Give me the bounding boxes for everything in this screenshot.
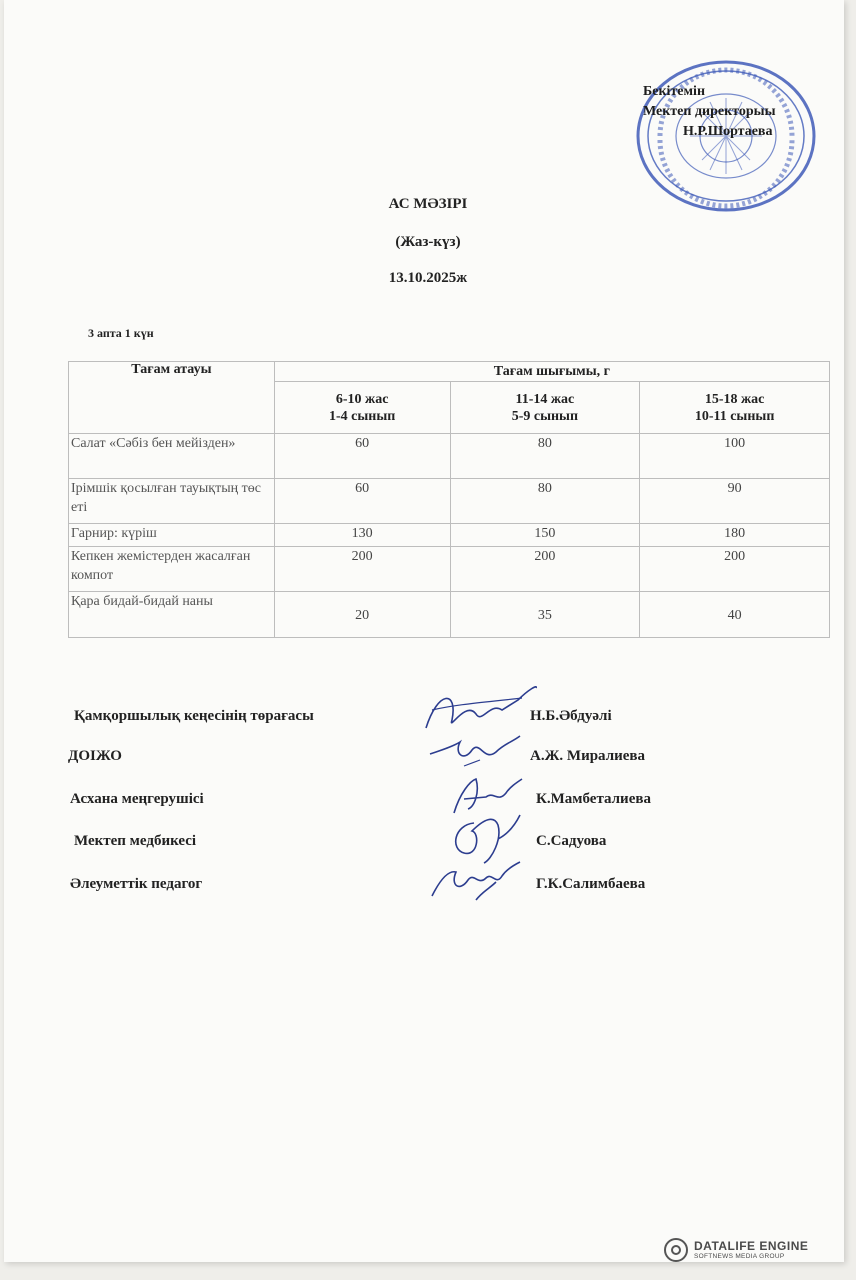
watermark-brand: DATALIFE ENGINE [694, 1238, 809, 1253]
table-row [69, 547, 830, 592]
table-row [69, 592, 830, 638]
signatory-name: Н.Б.Әбдуәлі [530, 708, 612, 724]
approval-line-2: Мектеп директорыы [643, 104, 776, 119]
watermark-logo-icon [664, 1238, 688, 1262]
handwritten-signature [424, 732, 524, 776]
approval-line-3: Н.Р.Шортаева [683, 124, 773, 139]
portion-value: 90 [640, 479, 830, 524]
document-title: АС МӘЗІРІ [388, 196, 468, 212]
menu-date: 13.10.2025ж [388, 270, 468, 286]
portion-value: 20 [274, 592, 450, 638]
dish-name: Гарнир: күріш [69, 524, 275, 547]
dish-name: Салат «Сәбіз бен мейізден» [69, 434, 275, 479]
portion-value: 80 [450, 479, 640, 524]
signatory-name: С.Садуова [536, 833, 607, 849]
season-label: (Жаз-күз) [395, 234, 461, 250]
portion-value: 150 [450, 524, 640, 547]
signatory-role: Әлеуметтік педагог [70, 876, 203, 892]
handwritten-signature [418, 680, 538, 740]
portion-value: 180 [640, 524, 830, 547]
header-output: Тағам шығымы, г [274, 362, 829, 382]
header-group-3: 15-18 жас 10-11 сынып [640, 382, 830, 434]
signatory-role: Қамқоршылық кеңесінің төрағасы [74, 708, 314, 724]
dish-name: Кепкен жемістерден жасалған компот [69, 547, 275, 592]
header-dish-name: Тағам атауы [69, 362, 275, 434]
signature-row-social-teacher [0, 876, 856, 906]
portion-value: 40 [640, 592, 830, 638]
portion-value: 200 [450, 547, 640, 592]
menu-table [68, 361, 830, 638]
dish-name: Қара бидай-бидай наны [69, 592, 275, 638]
table-row [69, 434, 830, 479]
dish-name: Ірімшік қосылған тауықтың төс еті [69, 479, 275, 524]
portion-value: 200 [274, 547, 450, 592]
header-group-1: 6-10 жас 1-4 сынып [274, 382, 450, 434]
signatory-role: Асхана меңгерушісі [70, 791, 204, 807]
week-day-label: 3 апта 1 күн [88, 326, 154, 340]
table-row [69, 524, 830, 547]
portion-value: 80 [450, 434, 640, 479]
watermark-sub: SOFTNEWS MEDIA GROUP [694, 1252, 785, 1260]
handwritten-signature [426, 856, 526, 908]
portion-value: 60 [274, 479, 450, 524]
signatory-role: Мектеп медбикесі [74, 833, 197, 849]
signatory-name: К.Мамбеталиева [536, 791, 651, 807]
portion-value: 200 [640, 547, 830, 592]
approval-line-1: Бекітемін [643, 84, 706, 99]
signature-row-doizho [0, 748, 856, 778]
signatory-name: А.Ж. Миралиева [530, 748, 646, 764]
signatory-name: Г.К.Салимбаева [536, 876, 646, 892]
table-header-row [69, 362, 830, 382]
approval-block [643, 82, 776, 142]
site-watermark [664, 1236, 808, 1264]
signature-row-canteen-head [0, 791, 856, 821]
portion-value: 60 [274, 434, 450, 479]
portion-value: 35 [450, 592, 640, 638]
header-group-2: 11-14 жас 5-9 сынып [450, 382, 640, 434]
portion-value: 100 [640, 434, 830, 479]
table-row [69, 479, 830, 524]
signatory-role: ДОІЖО [68, 748, 122, 764]
portion-value: 130 [274, 524, 450, 547]
